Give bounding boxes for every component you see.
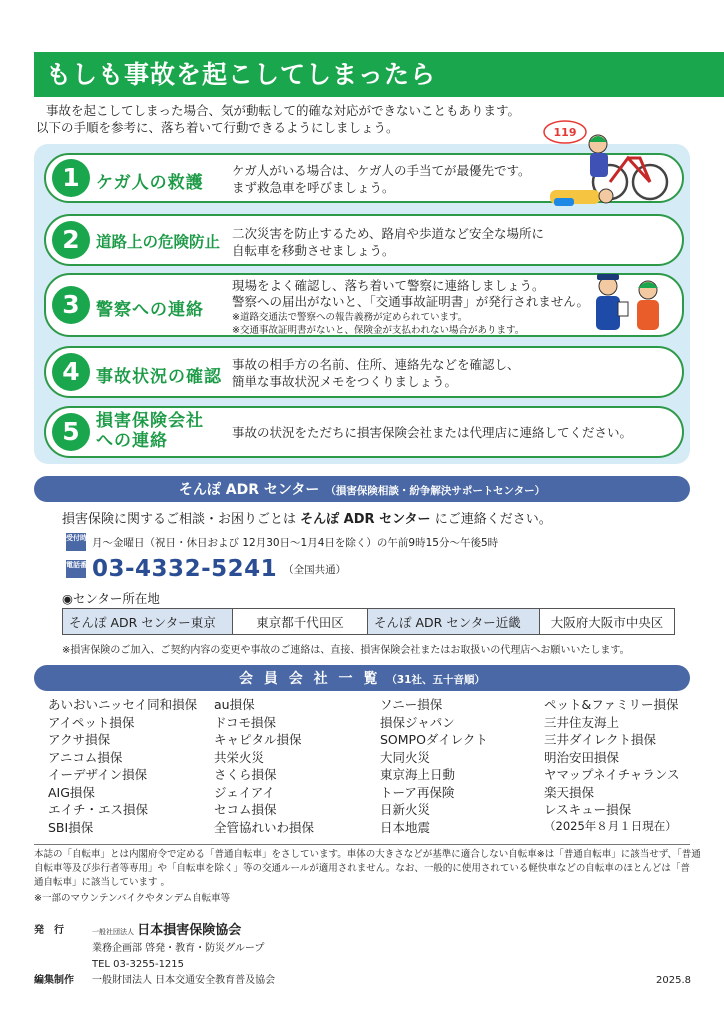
member-company: さくら損保 (214, 767, 277, 782)
member-company: 大同火災 (380, 749, 431, 765)
publish-date: 2025.8 (656, 975, 691, 986)
step-number: 4 (52, 353, 90, 391)
step-title: 事故状況の確認 (96, 367, 222, 387)
bicycle-note-line-4: ※一部のマウンテンバイクやタンデム自転車等 (34, 893, 231, 904)
page-title: もしも事故を起こしてしまったら (34, 52, 724, 97)
step-4 (44, 346, 684, 398)
location-address: 東京都千代田区 (233, 609, 368, 635)
step-number: 2 (52, 221, 90, 259)
member-company: 日新火災 (380, 802, 431, 817)
step-title: 道路上の危険防止 (96, 233, 221, 251)
step-desc-2: 警察への届出がないと、「交通事故証明書」が発行されません。 (232, 294, 590, 309)
member-company: レスキュー損保 (544, 802, 632, 817)
hours-badge: 受付時間 (66, 533, 86, 551)
member-company: SOMPOダイレクト (380, 732, 488, 747)
member-company: エイチ・エス損保 (48, 802, 149, 817)
adr-tel-note: （全国共通） (283, 563, 347, 576)
adr-phone-number[interactable]: 03-4332-5241 (92, 556, 278, 582)
step-desc-2: 自転車を移動させましょう。 (232, 243, 395, 258)
publisher-org-name: 日本損害保険協会 (137, 923, 242, 938)
publisher-tel: TEL 03-3255-1215 (92, 959, 185, 970)
member-company: 日本地震 (380, 819, 431, 835)
member-company: 共栄火災 (214, 749, 265, 765)
step-title-line-2: への連絡 (96, 431, 168, 451)
step-2 (44, 214, 684, 266)
adr-hours: 月～金曜日（祝日・休日および 12月30日～1月4日を除く）の午前9時15分～午後5時 (92, 536, 499, 549)
location-address: 大阪府大阪市中央区 (540, 609, 675, 635)
step-desc-1: ケガ人がいる場合は、ケガ人の手当てが最優先です。 (232, 163, 531, 178)
location-name: そんぽ ADR センター近畿 (368, 609, 540, 635)
publisher-org (92, 924, 241, 939)
member-column-4 (544, 696, 678, 819)
intro-line-2: 以下の手順を参考に、落ち着いて行動できるようにしましょう。 (36, 120, 399, 135)
step-number: 1 (52, 159, 90, 197)
member-column-2 (214, 696, 348, 836)
adr-lead-pre: 損害保険に関するご相談・お困りごとは (62, 512, 297, 527)
divider (34, 844, 690, 845)
member-company: アニコム損保 (48, 749, 123, 765)
adr-section-bar (34, 476, 690, 502)
intro-line-1: 事故を起こしてしまった場合、気が動転して的確な対応ができないこともあります。 (46, 103, 521, 118)
location-name: そんぽ ADR センター東京 (63, 609, 233, 635)
member-company: ソニー損保 (380, 697, 443, 712)
location-heading: ◉センター所在地 (62, 591, 160, 606)
step-desc-1: 事故の状況をただちに損害保険会社または代理店に連絡してください。 (232, 425, 633, 440)
step-5 (44, 406, 684, 458)
step-desc-1: 事故の相手方の名前、住所、連絡先などを確認し、 (232, 357, 520, 372)
step-title: ケガ人の救護 (96, 173, 204, 193)
adr-bar-subtitle: （損害保険相談・紛争解決サポートセンター） (325, 485, 546, 497)
member-company: あいおいニッセイ同和損保 (48, 697, 198, 712)
call-number: 119 (553, 126, 577, 139)
adr-tel-row (66, 556, 346, 582)
step-note-2: ※交通事故証明書がないと、保険金が支払われない場合があります。 (232, 325, 525, 336)
member-company: ペット&ファミリー損保 (544, 697, 679, 712)
adr-bar-title: そんぽ ADR センター (178, 482, 320, 498)
members-bar-title: 会 員 会 社 一 覧 (239, 671, 381, 687)
location-table (62, 608, 675, 635)
location-row (63, 609, 675, 635)
step-desc-1: 二次災害を防止するため、路肩や歩道など安全な場所に (232, 226, 545, 241)
member-company: 三井ダイレクト損保 (544, 732, 657, 747)
member-company: イーデザイン損保 (48, 767, 148, 782)
step-title (96, 411, 204, 451)
member-company: アイペット損保 (48, 714, 135, 730)
publisher-dept: 業務企画部 啓発・教育・防災グループ (92, 943, 265, 954)
adr-lead (62, 508, 552, 527)
member-company: 全管協れいわ損保 (214, 819, 315, 835)
member-company: SBI損保 (48, 819, 94, 835)
adr-footnote: ※損害保険のご加入、ご契約内容の変更や事故のご連絡は、直接、損害保険会社またはお取扱いの代理店へお願いいたします。 (62, 645, 630, 656)
member-company: アクサ損保 (48, 732, 111, 747)
member-company: トーア再保険 (380, 784, 455, 800)
tel-badge: 電話番号 (66, 560, 86, 578)
publisher-label: 発 行 (34, 925, 64, 936)
step-title: 警察への連絡 (96, 300, 204, 320)
member-company: ヤマップネイチャランス (544, 767, 680, 782)
step-desc-1: 現場をよく確認し、落ち着いて警察に連絡しましょう。 (232, 278, 545, 293)
publisher-org-prefix: 一般社団法人 (92, 928, 134, 936)
adr-hours-row (66, 533, 498, 551)
editor-label: 編集制作 (34, 975, 74, 986)
bicycle-note-line-3: 通自転車」に該当しています 。 (34, 877, 171, 888)
member-column-3 (380, 696, 514, 836)
step-number: 5 (52, 413, 90, 451)
bicycle-note-line-2: 自転車等及び歩行者等専用」や「自転車を除く」等の交通ルールが適用されません。なお、一般的に使用されている軽快車などの自転車のほとんどは「普 (34, 863, 690, 874)
member-company: 損保ジャパン (380, 714, 455, 730)
member-company: au損保 (214, 697, 255, 712)
adr-lead-post: にご連絡ください。 (434, 512, 552, 527)
adr-lead-bold: そんぽ ADR センター (300, 512, 431, 527)
member-company: 三井住友海上 (544, 714, 620, 730)
member-company: セコム損保 (214, 802, 277, 817)
member-company: 明治安田損保 (544, 749, 620, 765)
members-bar-subtitle: （31社、五十音順） (386, 674, 485, 686)
bicycle-accident-illustration (540, 118, 690, 213)
step-title-line-1: 損害保険会社 (96, 411, 204, 431)
members-section-bar (34, 665, 690, 691)
member-company: キャピタル損保 (214, 732, 302, 747)
member-company: ジェイアイ (214, 784, 275, 800)
step-desc-2: 簡単な事故状況メモをつくりましょう。 (232, 374, 458, 389)
members-as-of-date: （2025年８月１日現在） (544, 819, 677, 833)
bicycle-note-line-1: 本誌の「自転車」とは内閣府令で定める「普通自転車」をさしています。車体の大きさなどが基準に適合しない自転車※は「普通自転車」に該当せず、「普通 (34, 849, 701, 860)
member-company: AIG損保 (48, 784, 95, 800)
member-company: 東京海上日動 (380, 767, 456, 782)
step-number: 3 (52, 286, 90, 324)
step-3 (44, 273, 684, 337)
member-company: ドコモ損保 (214, 714, 277, 730)
police-officer-illustration (590, 272, 670, 336)
member-company: 楽天損保 (544, 784, 595, 800)
step-desc-2: まず救急車を呼びましょう。 (232, 180, 395, 195)
editor-name: 一般財団法人 日本交通安全教育普及協会 (92, 975, 276, 986)
step-note-1: ※道路交通法で警察への報告義務が定められています。 (232, 312, 468, 323)
member-column-1 (48, 696, 198, 836)
